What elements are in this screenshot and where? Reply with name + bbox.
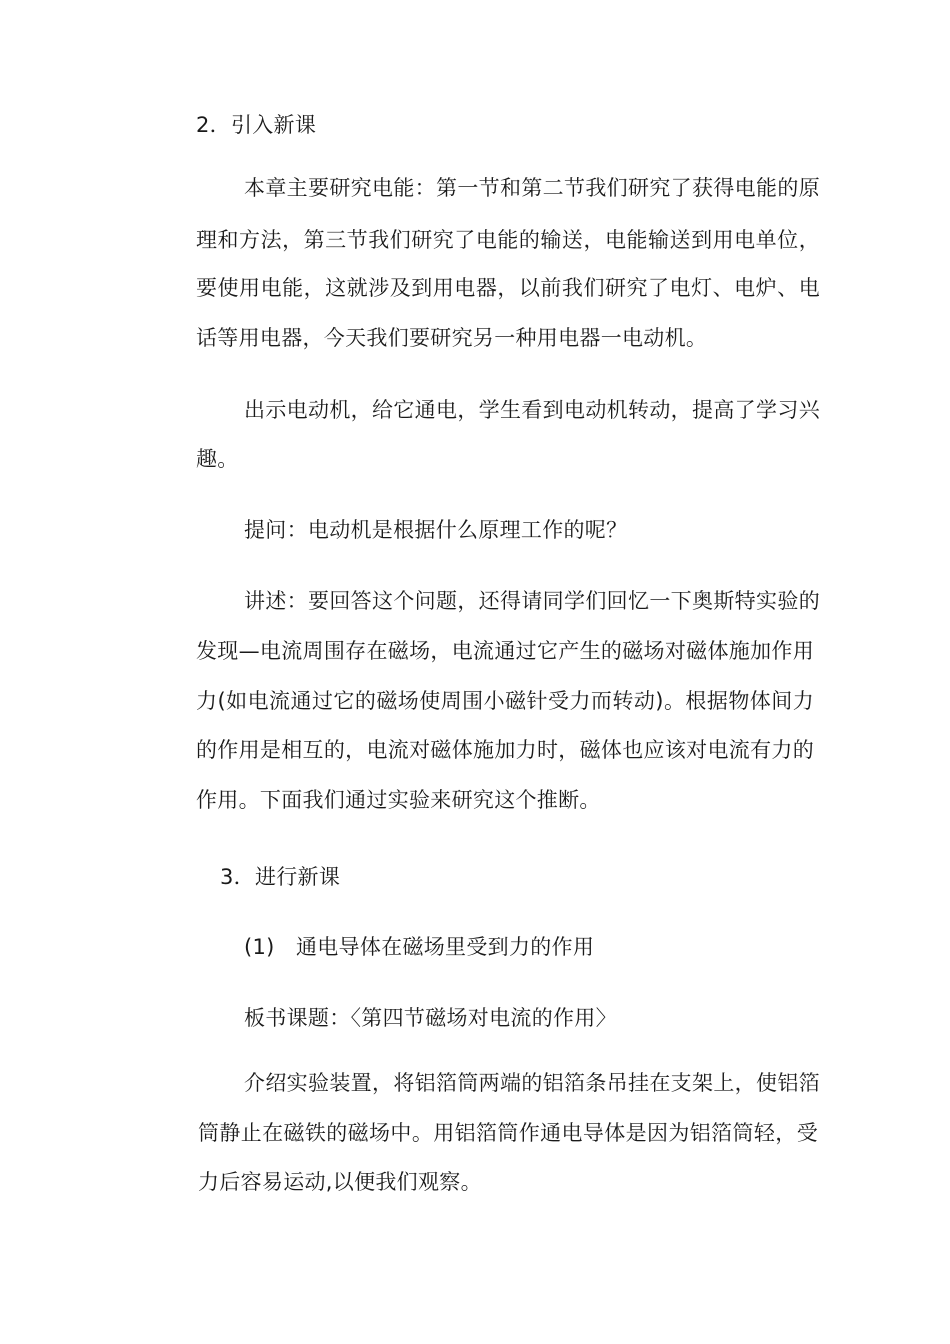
section-3-heading: 3．进行新课 [220,865,341,889]
paragraph-2-line-2: 趣。 [196,447,239,471]
paragraph-3-line-1: 提问：电动机是根据什么原理工作的呢？ [244,518,628,542]
paragraph-4-line-5: 作用。下面我们通过实验来研究这个推断。 [196,788,601,812]
paragraph-5-line-2: 筒静止在磁铁的磁场中。用铝箔筒作通电导体是因为铝箔筒轻，受 [198,1121,818,1145]
paragraph-1-line-4: 话等用电器，今天我们要研究另一种用电器一电动机。 [196,326,708,350]
paragraph-5-line-1: 介绍实验装置，将铝箔筒两端的铝箔条吊挂在支架上，使铝箔 [244,1071,820,1095]
paragraph-4-line-4: 的作用是相互的，电流对磁体施加力时，磁体也应该对电流有力的 [196,738,814,762]
paragraph-1-line-3: 要使用电能，这就涉及到用电器，以前我们研究了电灯、电炉、电 [196,276,820,300]
section-2-heading: 2．引入新课 [196,113,317,137]
paragraph-1-line-1: 本章主要研究电能：第一节和第二节我们研究了获得电能的原 [244,176,820,200]
paragraph-4-line-2: 发现—电流周围存在磁场，电流通过它产生的磁场对磁体施加作用 [196,639,814,663]
blackboard-title-line: 板书课题：〈第四节磁场对电流的作用〉 [244,1006,617,1030]
paragraph-1-line-2: 理和方法，第三节我们研究了电能的输送，电能输送到用电单位， [196,228,820,252]
paragraph-5-line-3: 力后容易运动,以便我们观察。 [198,1170,482,1194]
paragraph-2-line-1: 出示电动机，给它通电，学生看到电动机转动，提高了学习兴 [244,398,820,422]
subsection-1-heading: (1) 通电导体在磁场里受到力的作用 [244,935,595,959]
paragraph-4-line-1: 讲述：要回答这个问题，还得请同学们回忆一下奥斯特实验的 [244,589,820,613]
paragraph-4-line-3: 力(如电流通过它的磁场使周围小磁针受力而转动)。根据物体间力 [196,689,814,713]
